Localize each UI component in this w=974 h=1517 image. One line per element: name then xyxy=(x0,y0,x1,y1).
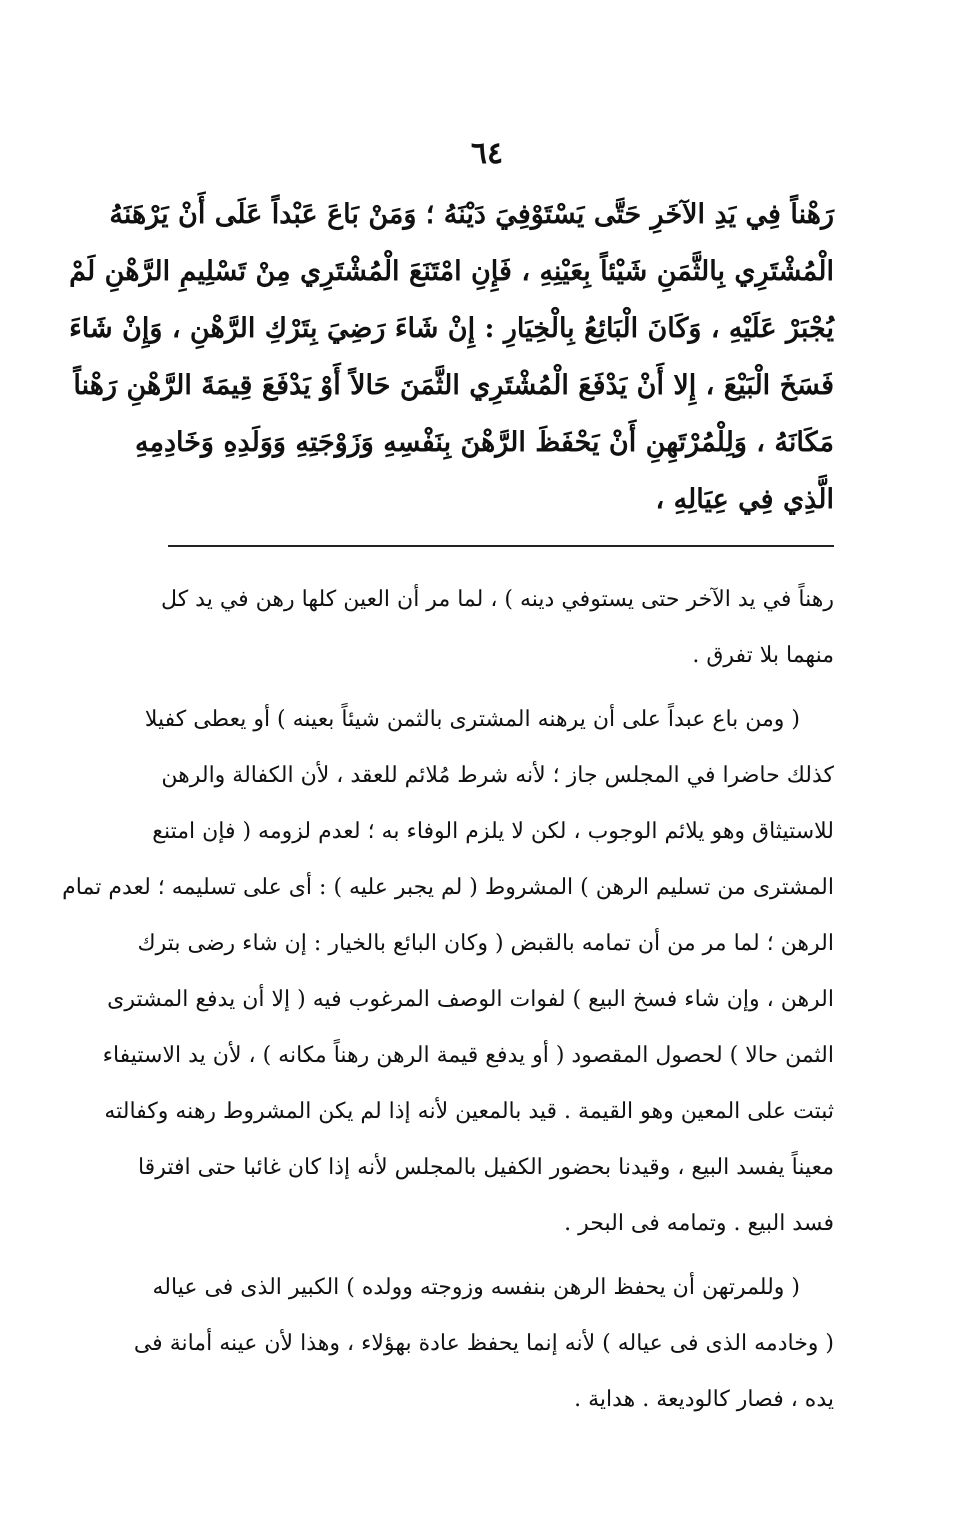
commentary-line: ثبتت على المعين وهو القيمة . قيد بالمعين لأنه إذا لم يكن المشروط رهنه وكفالته xyxy=(104,1099,834,1124)
main-text-block xyxy=(69,186,834,528)
commentary-paragraph xyxy=(62,692,834,1252)
commentary-paragraph xyxy=(133,1260,834,1428)
commentary-line: الرهن ، وإن شاء فسخ البيع ) لفوات الوصف المرغوب فيه ( إلا أن يدفع المشترى xyxy=(107,987,834,1012)
main-text-line: مَكَانَهُ ، وَلِلْمُرْتَهِنِ أَنْ يَحْفَظَ الرَّهْنَ بِنَفْسِهِ وَزَوْجَتِهِ وَوَلَدِهِ وَخَادِمِهِ xyxy=(135,427,834,458)
commentary-line: الرهن ؛ لما مر من أن تمامه بالقبض ( وكان البائع بالخيار : إن شاء رضى بترك xyxy=(137,931,834,956)
commentary-line: كذلك حاضرا في المجلس جاز ؛ لأنه شرط مُلائم للعقد ، لأن الكفالة والرهن xyxy=(161,763,834,788)
commentary-line: فسد البيع . وتمامه فى البحر . xyxy=(564,1211,834,1236)
commentary-line: ( ومن باع عبداً على أن يرهنه المشترى بالثمن شيئاً بعينه ) أو يعطى كفيلا xyxy=(144,707,800,732)
main-text-line: الَّذِي فِي عِيَالِهِ ، xyxy=(655,484,834,515)
page-number: ٦٤ xyxy=(470,136,504,171)
commentary-line: ( وخادمه الذى فى عياله ) لأنه إنما يحفظ عادة بهؤلاء ، وهذا لأن عينه أمانة فى xyxy=(133,1331,834,1356)
commentary-line: رهناً في يد الآخر حتى يستوفي دينه ) ، لما مر أن العين كلها رهن في يد كل xyxy=(161,587,834,612)
commentary-line: ( وللمرتهن أن يحفظ الرهن بنفسه وزوجته وولده ) الكبير الذى فى عياله xyxy=(152,1275,800,1300)
commentary-line: يده ، فصار كالوديعة . هداية . xyxy=(574,1387,834,1412)
commentary-line: للاستيثاق وهو يلائم الوجوب ، لكن لا يلزم الوفاء به ؛ لعدم لزومه ( فإن امتنع xyxy=(152,819,834,844)
commentary-line: منهما بلا تفرق . xyxy=(692,643,834,668)
commentary-paragraph xyxy=(161,572,834,684)
main-text-line: رَهْناً فِي يَدِ الآخَرِ حَتَّى يَسْتَوْفِيَ دَيْنَهُ ؛ وَمَنْ بَاعَ عَبْداً عَلَى أَنْ يَرْهَنَهُ xyxy=(109,199,834,230)
paragraph-gap xyxy=(168,1252,834,1260)
commentary-line: المشترى من تسليم الرهن ) المشروط ( لم يجبر عليه ) : أى على تسليمه ؛ لعدم تمام xyxy=(62,875,834,900)
main-text-line: فَسَخَ الْبَيْعَ ، إِلا أَنْ يَدْفَعَ الْمُشْتَرِي الثَّمَنَ حَالاً أَوْ يَدْفَعَ قِيمَةَ الرَّهْنِ رَهْناً xyxy=(73,370,834,401)
commentary-block xyxy=(62,572,834,1428)
commentary-line: معيناً يفسد البيع ، وقيدنا بحضور الكفيل بالمجلس لأنه إذا كان غائبا حتى افترقا xyxy=(137,1155,834,1180)
commentary-line: الثمن حالا ) لحصول المقصود ( أو يدفع قيمة الرهن رهناً مكانه ) ، لأن يد الاستيفاء xyxy=(102,1043,834,1068)
main-text-line: يُجْبَرْ عَلَيْهِ ، وَكَانَ الْبَائِعُ بِالْخِيَارِ : إِنْ شَاءَ رَضِيَ بِتَرْكِ الرَّهْنِ ، وَإِنْ شَاءَ xyxy=(69,313,834,344)
main-text-line: الْمُشْتَرِي بِالثَّمَنِ شَيْئاً بِعَيْنِهِ ، فَإِنِ امْتَنَعَ الْمُشْتَرِي مِنْ تَسْلِيمِ الرَّهْنِ لَمْ xyxy=(69,256,834,287)
section-divider xyxy=(168,545,834,547)
paragraph-gap xyxy=(168,684,834,692)
